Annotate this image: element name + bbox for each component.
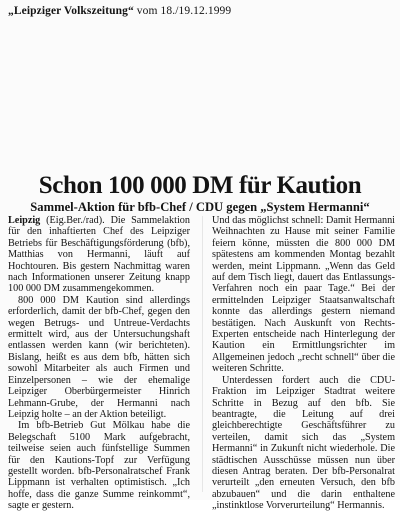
- source-line: [8, 5, 231, 17]
- paragraph-text: (Eig.Ber./rad). Die Sammelaktion für den inhaftierten Chef des Leipziger Betriebs für Beschäftigungsförderung (bfb), Matthias von Hermanni, läuft auf Hochtouren. Bis gestern Nachmittag waren nach Informationen unserer Zeitung knapp 100 000 DM zusammengekommen.: [8, 215, 190, 295]
- column-divider: [202, 216, 203, 492]
- article-column-left: [8, 215, 190, 512]
- article-paragraph: Im bfb-Betrieb Gut Mölkau habe die Belegschaft 5100 Mark aufgebracht, teilweise seien auch fünfstellige Summen für den Kautions-Topf zur Verfügung gestellt worden. bfb-Personalratschef Frank Lippmann ist verhalten optimistisch. „Ich hoffe, dass die ganze Summe reinkommt“, sagte er gestern.: [8, 420, 190, 512]
- article-paragraph: [8, 215, 190, 295]
- article-subheadline: Sammel-Aktion für bfb-Chef / CDU gegen „System Hermanni“: [30, 200, 370, 214]
- article-paragraph: Unterdessen fordert auch die CDU-Fraktion im Leipziger Stadtrat weitere Schritte in Bezug auf den bfb. Sie beantragte, die Leitung auf drei gleichberechtigte Geschäftsführer zu verteilen, damit sich das „System Hermanni“ in Zukunft nicht wiederhole. Die städtischen Ausschüsse müssen nun über diesen Antrag beraten. Der bfb-Personalrat verurteilt „den erneuten Versuch, den bfb abzubauen“ und die darin enthaltene „instinktlose Vorverurteilung“ Hermannis.: [212, 374, 395, 512]
- article-column-right: [212, 215, 395, 512]
- article-headline: Schon 100 000 DM für Kaution: [38, 172, 362, 199]
- article-paragraph: 800 000 DM Kaution sind allerdings erforderlich, damit der bfb-Chef, gegen den wegen Betrugs- und Untreue-Verdachts ermittelt wird, aus der Untersuchungshaft entlassen werden kann (wir berichteten). Bislang, heißt es aus dem bfb, hätten sich sowohl Mitarbeiter als auch Firmen und Einzelpersonen – wie der ehemalige Leipziger Oberbürgermeister Hinrich Lehmann-Grube, der Hermanni nach Leipzig holte – an der Aktion beteiligt.: [8, 294, 190, 420]
- article-paragraph: Und das möglichst schnell: Damit Hermanni Weihnachten zu Hause mit seiner Familie feiern könne, müssten die 800 000 DM spätestens am kommenden Montag bezahlt werden, meint Lippmann. „Wenn das Geld auf dem Tisch liegt, dauert das Entlassungs-Verfahren noch ein paar Tage.“ Bei der ermittelnden Leipziger Staatsanwaltschaft konnte das allerdings gestern niemand bestätigen. Nach Auskunft von Rechts-Experten entscheide nach Hinterlegung der Kaution ein Ermittlungsrichter im Allgemeinen jedoch „recht schnell“ über die weiteren Schritte.: [212, 215, 395, 375]
- publication-date: vom 18./19.12.1999: [133, 5, 232, 17]
- dateline: Leipzig: [8, 215, 41, 226]
- newspaper-name: „Leipziger Volkszeitung“: [8, 5, 134, 17]
